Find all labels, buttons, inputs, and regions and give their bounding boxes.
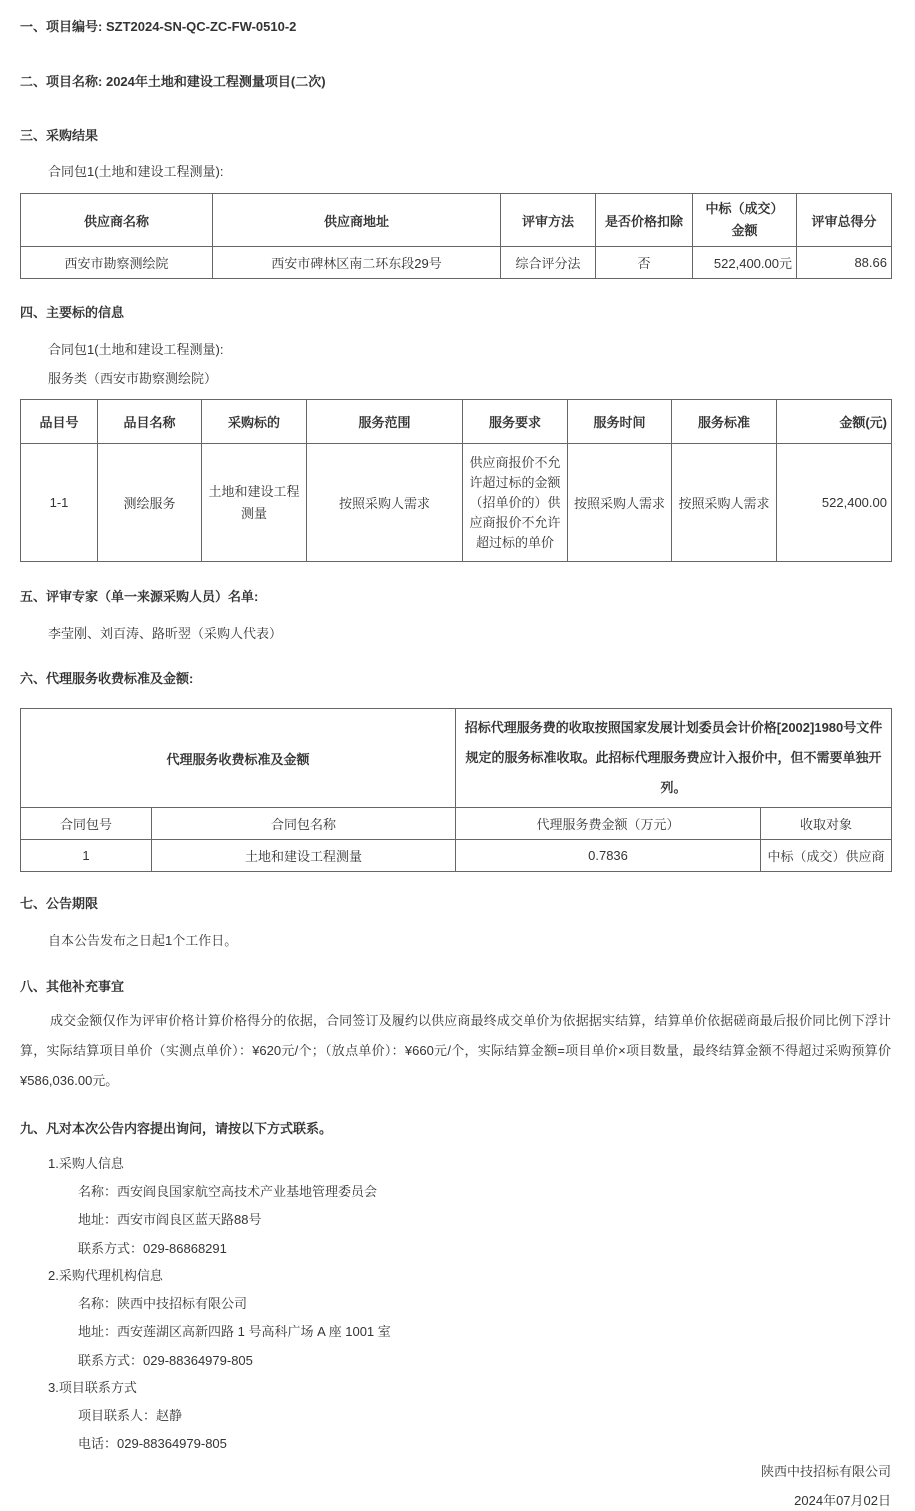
buyer-address: 地址：西安市阎良区蓝天路88号 (78, 1212, 262, 1227)
section-title-result: 三、采购结果 (20, 128, 99, 143)
item-number-cell: 1-1 (21, 444, 98, 562)
project-contact-title: 3.项目联系方式 (48, 1380, 137, 1395)
table-header-cell: 品目名称 (98, 400, 202, 444)
result-package-label: 合同包1(土地和建设工程测量): (48, 164, 224, 179)
project-number-value: SZT2024-SN-QC-ZC-FW-0510-2 (105, 19, 297, 34)
announcement-period-text: 自本公告发布之日起1个工作日。 (48, 933, 238, 948)
table-header-cell: 金额(元) (777, 400, 892, 444)
table-header-cell: 中标（成交） 金额 (693, 194, 797, 247)
table-header-cell: 服务标准 (672, 400, 777, 444)
table-header-cell: 评审方法 (501, 194, 596, 247)
table-header-cell: 供应商名称 (21, 194, 213, 247)
fee-payer-cell: 中标（成交）供应商 (761, 840, 892, 872)
table-header-cell: 合同包名称 (152, 808, 456, 840)
table-header-cell: 服务时间 (568, 400, 672, 444)
review-method-cell: 综合评分法 (501, 247, 596, 279)
table-header-row (21, 194, 892, 247)
agent-info-title: 2.采购代理机构信息 (48, 1268, 163, 1283)
supplier-name-cell: 西安市勘察测绘院 (21, 247, 213, 279)
agent-phone: 联系方式：029-88364979-805 (78, 1353, 253, 1368)
project-number (20, 16, 296, 35)
project-contact-phone: 电话：029-88364979-805 (78, 1436, 227, 1451)
project-name (20, 71, 326, 90)
supplementary-paragraph: 成交金额仅作为评审价格计算价格得分的依据，合同签订及履约以供应商最终成交单价为依据据实结算，结算单价依据磋商最后报价同比例下浮计算，实际结算项目单价（实测点单价）：¥620元/个；（放点单价）：¥660元/个，实际结算金额=项目单价×项目数量，最终结算金额不得超过采购预算价¥586,036.00元。 (20, 1013, 891, 1088)
table-header-cell: 评审总得分 (797, 194, 892, 247)
score-cell: 88.66 (797, 247, 892, 279)
table-header-cell: 采购标的 (202, 400, 307, 444)
procurement-subject-cell: 土地和建设工程测量 (202, 444, 307, 562)
project-number-label: 一、项目编号: (20, 19, 103, 34)
service-requirement-cell: 供应商报价不允许超过标的金额（招单价的）供应商报价不允许超过标的单价 (463, 444, 568, 562)
section-title-agency-fee: 六、代理服务收费标准及金额: (20, 671, 194, 686)
subject-table (20, 399, 892, 562)
project-name-label: 二、项目名称: (20, 74, 103, 89)
table-row (21, 247, 892, 279)
supplier-address-cell: 西安市碑林区南二环东段29号 (213, 247, 501, 279)
subject-package-label: 合同包1(土地和建设工程测量): (48, 342, 224, 357)
result-table (20, 193, 892, 279)
table-header-cell: 品目号 (21, 400, 98, 444)
agency-fee-amount-cell: 0.7836 (456, 840, 761, 872)
section-title-subject: 四、主要标的信息 (20, 305, 125, 320)
buyer-phone: 联系方式：029-86868291 (78, 1241, 227, 1256)
project-contact-person: 项目联系人：赵静 (78, 1408, 183, 1423)
package-number-cell: 1 (21, 840, 152, 872)
section-title-period: 七、公告期限 (20, 896, 99, 911)
table-row (21, 840, 892, 872)
table-header-row (21, 400, 892, 444)
amount-cell: 522,400.00 (777, 444, 892, 562)
fee-standard-description: 招标代理服务费的收取按照国家发展计划委员会计价格[2002]1980号文件规定的服务标准收取。此招标代理服务费应计入报价中，但不需要单独开列。 (456, 709, 892, 808)
table-header-cell: 合同包号 (21, 808, 152, 840)
table-header-row (21, 808, 892, 840)
service-time-cell: 按照采购人需求 (568, 444, 672, 562)
table-header-cell: 供应商地址 (213, 194, 501, 247)
footer-company: 陕西中技招标有限公司 (760, 1464, 891, 1479)
item-name-cell: 测绘服务 (98, 444, 202, 562)
section-title-supplementary: 八、其他补充事宜 (20, 979, 125, 994)
buyer-name: 名称：西安阎良国家航空高技术产业基地管理委员会 (78, 1184, 378, 1199)
price-deduction-cell: 否 (596, 247, 693, 279)
section-title-experts: 五、评审专家（单一来源采购人员）名单: (20, 589, 259, 604)
table-header-cell: 服务范围 (307, 400, 463, 444)
table-header-cell: 是否价格扣除 (596, 194, 693, 247)
table-row (21, 444, 892, 562)
fee-standard-row (21, 709, 892, 808)
section-title-contact: 九、凡对本次公告内容提出询问，请按以下方式联系。 (20, 1121, 333, 1136)
table-header-cell: 代理服务费金额（万元） (456, 808, 761, 840)
agent-name: 名称：陕西中技招标有限公司 (78, 1296, 248, 1311)
bid-amount-cell: 522,400.00元 (693, 247, 797, 279)
agent-address: 地址：西安莲湖区高新四路 1 号高科广场 A 座 1001 室 (78, 1324, 391, 1339)
buyer-info-title: 1.采购人信息 (48, 1156, 124, 1171)
table-header-cell: 服务要求 (463, 400, 568, 444)
agency-fee-table (20, 708, 892, 872)
fee-standard-label: 代理服务收费标准及金额 (21, 709, 456, 808)
table-header-cell: 收取对象 (761, 808, 892, 840)
project-name-value: 2024年土地和建设工程测量项目(二次) (105, 74, 326, 89)
service-scope-cell: 按照采购人需求 (307, 444, 463, 562)
package-name-cell: 土地和建设工程测量 (152, 840, 456, 872)
subject-category-label: 服务类（西安市勘察测绘院） (48, 371, 218, 386)
service-standard-cell: 按照采购人需求 (672, 444, 777, 562)
footer-date: 2024年07月02日 (794, 1493, 891, 1508)
expert-names: 李莹刚、刘百涛、路昕翌（采购人代表） (48, 626, 283, 641)
